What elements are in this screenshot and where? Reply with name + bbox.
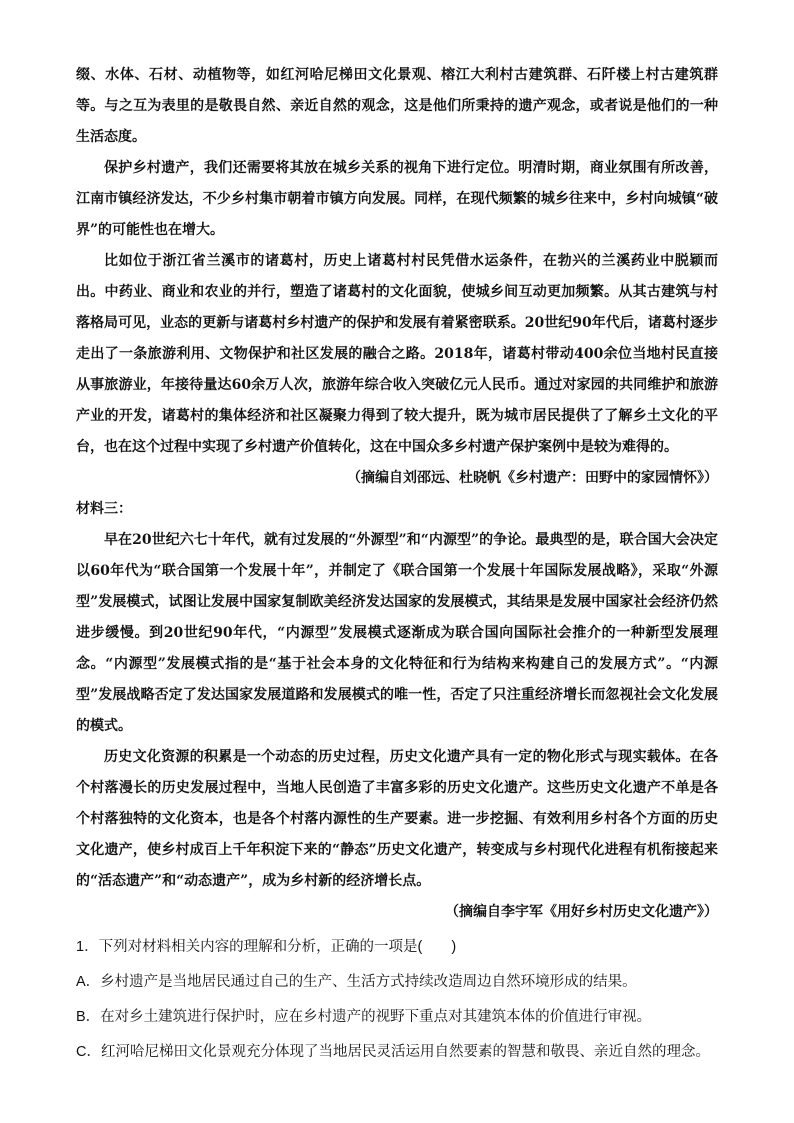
material3-paragraph-2: 历史文化资源的积累是一个动态的历史过程，历史文化遗产具有一定的物化形式与现实载体。在各个村落漫长的历史发展过程中，当地人民创造了丰富多彩的历史文化遗产。这些历史文化遗产不单是各个村落独特的文化资本，也是各个村落内源性的生产要素。进一步挖掘、有效利用乡村各个方面的历史文化遗产，使乡村成百上千年积淀下来的“静态”历史文化遗产，转变成与乡村现代化进程有机衔接起来的“活态遗产”和“动态遗产”，成为乡村新的经济增长点。 xyxy=(76,749,718,889)
question-option-c: C．红河哈尼梯田文化景观充分体现了当地居民灵活运用自然要素的智慧和敬畏、亲近自然的理念。 xyxy=(76,1044,710,1060)
material2-paragraph-continued: 缀、水体、石材、动植物等，如红河哈尼梯田文化景观、榕江大利村古建筑群、石阡楼上村古建筑群等。与之互为表里的是敬畏自然、亲近自然的观念，这是他们所秉持的遗产观念，或者说是他们的一种生活态度。 xyxy=(76,67,718,145)
question-stem: 1．下列对材料相关内容的理解和分析，正确的一项是( ) xyxy=(76,939,457,955)
material2-paragraph-2: 保护乡村遗产，我们还需要将其放在城乡关系的视角下进行定位。明清时期，商业氛围有所改善，江南市镇经济发达，不少乡村集市朝着市镇方向发展。同样，在现代频繁的城乡往来中，乡村向城镇“破界”的可能性也在增大。 xyxy=(76,160,718,238)
question-option-b: B．在对乡土建筑进行保护时，应在乡村遗产的视野下重点对其建筑本体的价值进行审视。 xyxy=(76,1009,652,1025)
material3-source: （摘编自李宇军《用好乡村历史文化遗产》） xyxy=(445,904,718,920)
material2-source: （摘编自刘邵远、杜晓帆《乡村遗产：田野中的家园情怀》） xyxy=(347,470,718,486)
material3-paragraph-1: 早在20世纪六七十年代，就有过发展的“外源型”和“内源型”的争论。最典型的是，联合国大会决定以60年代为“联合国第一个发展十年”，并制定了《联合国第一个发展十年国际发展战略》，采取“外源型”发展模式，试图让发展中国家复制欧美经济发达国家的发展模式，其结果是发展中国家社会经济仍然进步缓慢。到20世纪90年代，“内源型”发展模式逐渐成为联合国向国际社会推介的一种新型发展理念。“内源型”发展模式指的是“基于社会本身的文化特征和行为结构来构建自己的发展方式”。“内源型”发展战略否定了发达国家发展道路和发展模式的唯一性，否定了只注重经济增长而忽视社会文化发展的模式。 xyxy=(76,532,718,734)
material2-paragraph-3: 比如位于浙江省兰溪市的诸葛村，历史上诸葛村村民凭借水运条件，在勃兴的兰溪药业中脱颖而出。中药业、商业和农业的并行，塑造了诸葛村的文化面貌，使城乡间互动更加频繁。从其古建筑与村落格局可见，业态的更新与诸葛村乡村遗产的保护和发展有着紧密联系。20世纪90年代后，诸葛村逐步走出了一条旅游利用、文物保护和社区发展的融合之路。2018年，诸葛村带动400余位当地村民直接从事旅游业，年接待量达60余万人次，旅游年综合收入突破亿元人民币。通过对家园的共同维护和旅游产业的开发，诸葛村的集体经济和社区凝聚力得到了较大提升，既为城市居民提供了了解乡土文化的平台，也在这个过程中实现了乡村遗产价值转化，这在中国众多乡村遗产保护案例中是较为难得的。 xyxy=(76,253,718,455)
material3-label: 材料三： xyxy=(76,501,132,517)
document-page xyxy=(76,60,718,1070)
question-option-a: A．乡村遗产是当地居民通过自己的生产、生活方式持续改造周边自然环境形成的结果。 xyxy=(76,974,637,990)
